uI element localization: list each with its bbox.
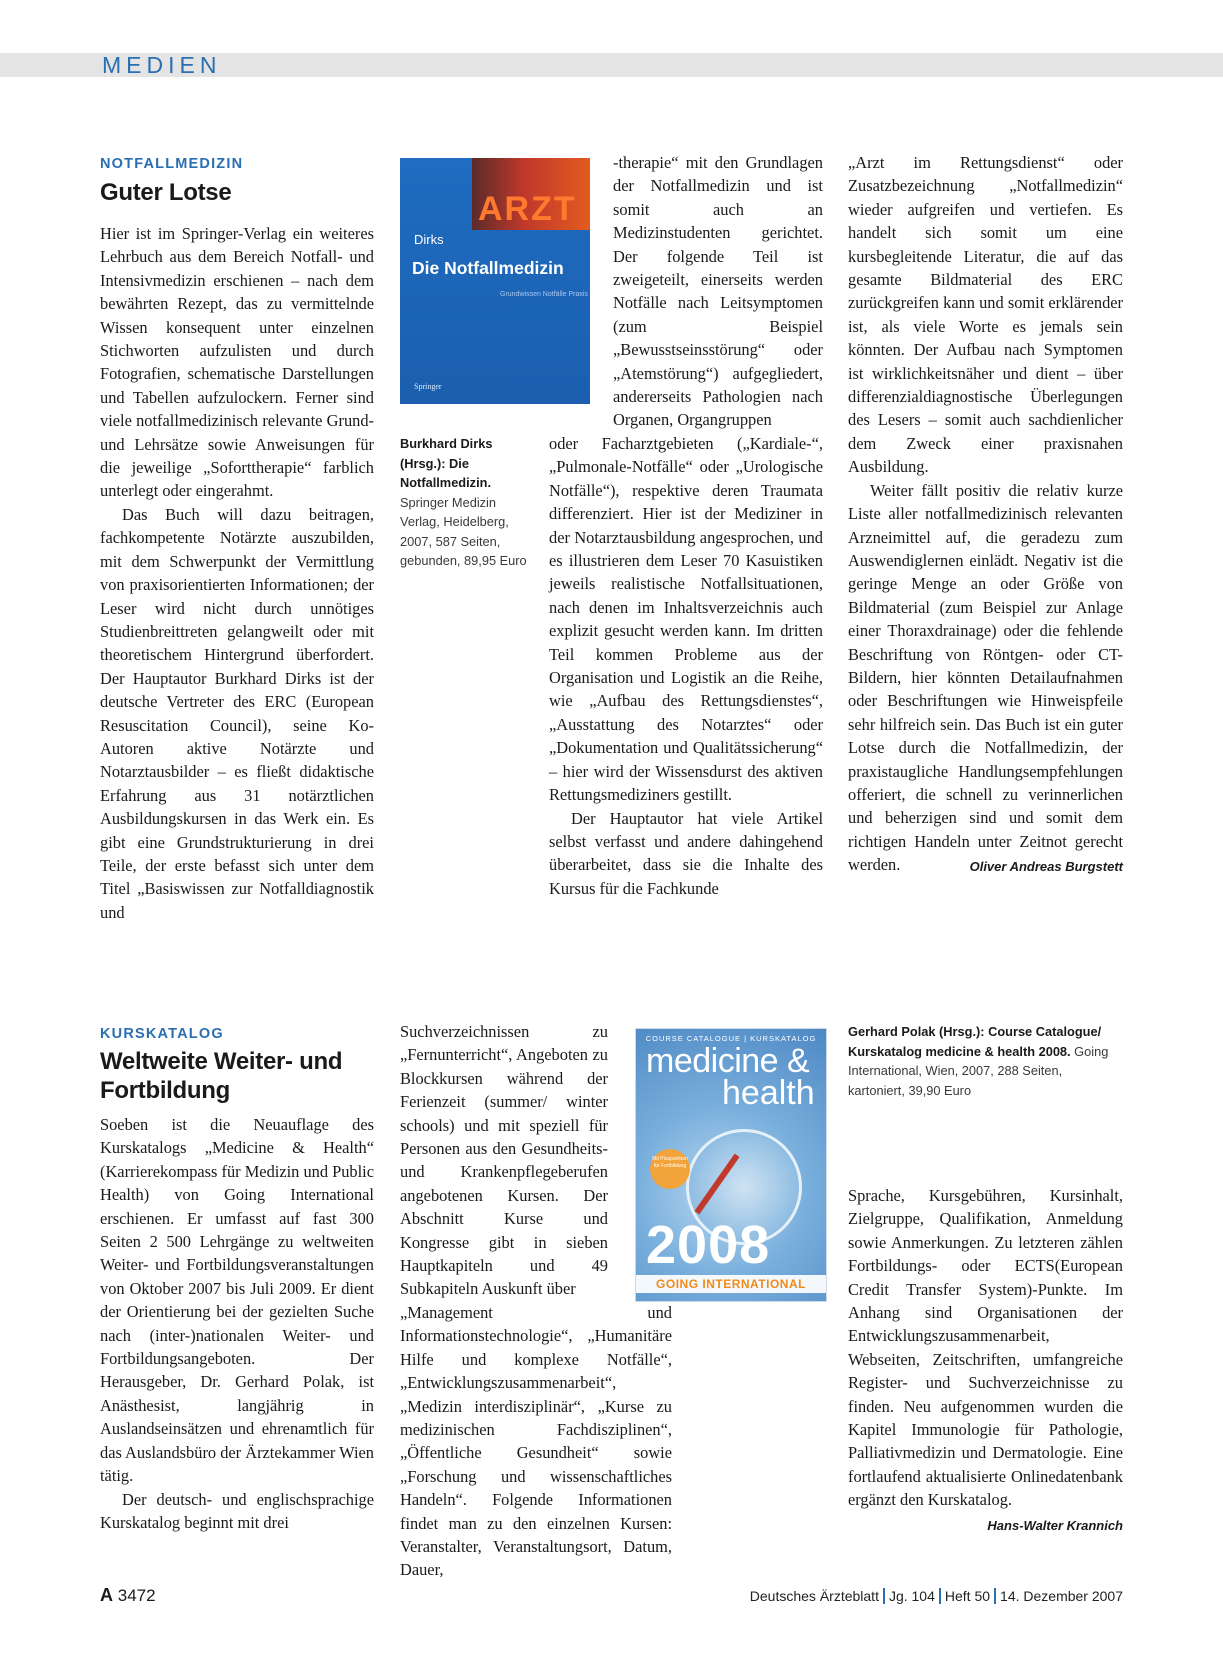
footer-separator (939, 1588, 941, 1604)
journal-volume: Jg. 104 (888, 1588, 935, 1604)
caption2-details: Going International, Wien, 2007, 288 Seiten, kartoniert, 39,90 Euro (848, 1043, 1109, 1098)
article1-kicker: NOTFALLMEDIZIN (100, 156, 244, 172)
book-cover-kurskatalog (635, 1028, 827, 1302)
article2-paragraph-1: Soeben ist die Neuauflage des Kurskatalogs „Medicine & Health“ (Karrierekompass für Medizin und Public Health) von Going International erschienen. Er umfasst auf fast 300 Seiten 2 500 Lehrgänge zu weltweiten Weiter- und Fortbildungsveranstaltungen von Oktober 2007 bis Juli 2009. Er dient der Orientierung bei der gezielten Suche nach (inter-)nationalen Weiter- und Fortbildungsangeboten. Der Herausgeber, Dr. Gerhard Polak, ist Anästhesist, langjährig in Auslandseinsätzen und ehrenamtlich für das Auslandsbüro der Ärztekammer Wien tätig. (100, 1115, 375, 1486)
article1-paragraph-1: Hier ist im Springer-Verlag ein weiteres Lehrbuch aus dem Bereich Notfall- und Intensivmedizin erschienen – nach dem bewährten Rezept, das zu vermittelnde Wissen konsequent unter einzelnen Stichworten aufzulisten und durch Fotografien, schematische Darstellungen und Tabellen aufzulockern. Ferner sind viele notfallmedizinisch relevante Grund- und Lehrsätze sowie Anweisungen für die jeweilige „Soforttherapie“ farblich unterlegt oder eingerahmt. (100, 224, 374, 501)
article2-paragraph-5 (848, 1184, 1123, 1533)
journal-issue: Heft 50 (944, 1588, 991, 1604)
article2-column-1 (100, 1113, 374, 1534)
cover2-topline: COURSE CATALOGUE | KURSKATALOG (645, 1034, 817, 1043)
article2-headline: Weltweite Weiter- und Fortbildung (100, 1048, 343, 1104)
cover2-year: 2008 (646, 1215, 771, 1275)
cover-author: Dirks (414, 232, 444, 247)
article1-column-1 (100, 222, 374, 924)
journal-name: Deutsches Ärzteblatt (749, 1588, 879, 1604)
article1-paragraph-6: „Arzt im Rettungsdienst“ oder Zusatzbezeichnung „Notfallmedizin“ wieder aufgreifen und vertiefen. Es handelt sich somit um eine kursbegleitende Literatur, die auf das gesamte Bildmaterial des ERC zurückgreifen kann und somit erklärender ist, als viele Worte es jemals sein könnten. Der Aufbau nach Symptomen ist wirklichkeitsnäher und dient – über differenzialdiagnostische Überlegungen des Lesers – somit auch sachdienlicher dem Zweck einer praxisnahen Ausbildung. (848, 153, 1123, 477)
page-prefix: A (100, 1585, 113, 1605)
article2-column-2 (400, 1020, 608, 1301)
article1-paragraph-3: -therapie“ mit den Grundlagen der Notfallmedizin und ist somit auch an Medizinstudenten gerichtet. Der folgende Teil ist zweigeteilt, einerseits werden Notfälle nach Leitsymptomen (zum Beispiel „Bewusstseinsstörung“ oder „Atemstörung“) aufgegliedert, andererseits Pathologien nach Organen, Organgruppen (613, 153, 823, 430)
article1-column-3a (613, 151, 823, 432)
section-label: MEDIEN (102, 52, 222, 78)
cover2-title-1: medicine & (646, 1042, 810, 1080)
article2-paragraph-3: Suchverzeichnissen zu „Fernunterricht“, Angeboten zu Blockkursen während der Ferienzeit (summer/ winter schools) und mit speziell für Personen aus den Gesundheits- und Krankenpflegeberufen angebotenen Kursen. Der Abschnitt Kurse und Kongresse gibt in sieben Hauptkapiteln und 49 Subkapiteln Auskunft über (400, 1022, 608, 1299)
article1-paragraph-7-text: Weiter fällt positiv die relativ kurze Liste aller notfallmedizinisch relevanten Arzneimittel auf, die geradezu zum Auswendiglernen einlädt. Negativ ist die geringe Menge an oder Größe von Bildmaterial (zum Beispiel zur Anlage einer Thoraxdrainage) oder die fehlende Beschriftung von Röntgen- oder CT-Bildern, hier könnten Detailaufnahmen oder Beschriftungen wie Hinweispfeile sehr hilfreich sein. Das Buch ist ein guter Lotse durch die Notfallmedizin, der praxistaugliche Handlungsempfehlungen offeriert, die schnell zu verinnerlichen und beherzigen sind und somit dem richtigen Handeln unter Zeitnot gerecht werden. (848, 480, 1123, 875)
caption-title: Burkhard Dirks (Hrsg.): Die Notfallmedizin. (400, 436, 493, 490)
caption-details: Springer Medizin Verlag, Heidelberg, 2007, 587 Seiten, gebunden, 89,95 Euro (400, 494, 527, 568)
cover-word: ARZT (478, 190, 577, 228)
journal-info (750, 1588, 1123, 1604)
article1-column-4 (848, 151, 1123, 879)
book-cover-notfallmedizin (400, 158, 590, 404)
footer-separator (883, 1588, 885, 1604)
article1-caption (400, 434, 528, 571)
cover-subtitle: Grundwissen Notfälle Praxis (500, 291, 588, 298)
article1-paragraph-4: oder Facharztgebieten („Kardiale-“, „Pulmonale-Notfälle“ oder „Urologische Notfälle“), respektive deren Traumata differenziert. Hier ist der Mediziner in der Notarztausbildung angesprochen, und es illustrieren dem Leser 70 Kasuistiken jeweils realistische Notfallsituationen, nach denen im Inhaltsverzeichnis auch explizit gesucht werden kann. Im dritten Teil kommen Probleme aus der Organisation und Logistik an die Reihe, wie „Aufbau des Rettungsdienstes“, „Ausstattung des Notarztes“ oder „Dokumentation und Qualitätssicherung“ – hier wird der Wissensdurst des aktiven Rettungsmediziners gestillt. (549, 434, 823, 805)
cover-title: Die Notfallmedizin (412, 258, 564, 278)
cover2-badge: Mit Pluspunkten für Fortbildung (650, 1149, 690, 1189)
article2-paragraph-2: Der deutsch- und englischsprachige Kurskatalog beginnt mit drei (100, 1489, 374, 1532)
page-number (100, 1585, 156, 1606)
cover-publisher: Springer (414, 382, 442, 391)
journal-date: 14. Dezember 2007 (1000, 1588, 1123, 1604)
article2-author: Hans-Walter Krannich (987, 1517, 1123, 1533)
article2-caption (848, 1022, 1118, 1100)
article1-headline: Guter Lotse (100, 179, 232, 206)
article2-paragraph-5-text: Sprache, Kursgebühren, Kursinhalt, Zielgruppe, Qualifikation, Anmeldung sowie Anmerkungen. Zu letzteren zählen Fortbildungs- oder ECTS(European Credit Transfer System)-Punkte. Im Anhang sind Organisationen der Entwicklungszusammenarbeit, Webseiten, Zeitschriften, umfangreiche Register- und Suchverzeichnisse zu finden. Neu aufgenommen wurden die Kapitel Immunologie für Pathologie, Palliativmedizin und Dermatologie. Eine fortlaufend aktualisierte Onlinedatenbank ergänzt den Kurskatalog. (848, 1186, 1123, 1510)
page-number-value: 3472 (117, 1586, 156, 1605)
article2-column-4 (848, 1184, 1123, 1537)
article1-paragraph-2: Das Buch will dazu beitragen, fachkompetente Notärzte auszubilden, mit dem Schwerpunkt der Vermittlung von praxisorientierten Informationen; der Leser wird nicht durch unnötiges Studienbreittreten gelangweilt oder mit theoretischem Hintergrund überfordert. Der Hauptautor Burkhard Dirks ist der deutsche Vertreter des ERC (European Resuscitation Council), seine Ko-Autoren aktive Notärzte und Notarztausbilder – es fließt didaktische Erfahrung aus 31 notärztlichen Ausbildungskursen in das Werk ein. Es gibt eine Grundstrukturierung in drei Teile, der erste befasst sich unter dem Titel „Basiswissen zur Notfalldiagnostik und (100, 504, 374, 922)
article1-author: Oliver Andreas Burgstett (969, 859, 1123, 875)
cover2-title-2: health (722, 1074, 815, 1112)
article2-column-2b (400, 1301, 672, 1582)
footer-separator (994, 1588, 996, 1604)
article1-paragraph-7 (848, 479, 1123, 877)
cover2-brand: GOING INTERNATIONAL (636, 1275, 826, 1293)
article2-kicker: KURSKATALOG (100, 1026, 224, 1042)
article1-paragraph-5: Der Hauptautor hat viele Artikel selbst verfasst und andere dahingehend überarbeitet, dass sie die Inhalte des Kursus für die Fachkunde (549, 808, 823, 898)
article1-column-3b (549, 432, 823, 900)
article2-paragraph-4: „Management und Informationstechnologie“, „Humanitäre Hilfe und komplexe Notfälle“, „Entwicklungszusammenarbeit“, „Medizin interdisziplinär“, „Kurse zu medizinischen Fachdisziplinen“, „Öffentliche Gesundheit“ sowie „Forschung und wissenschaftliches Handeln“. Folgende Informationen findet man zu den einzelnen Kursen: Veranstalter, Veranstaltungsort, Datum, Dauer, (400, 1303, 672, 1580)
caption2-title: Gerhard Polak (Hrsg.): Course Catalogue/ Kurskatalog medicine & health 2008. (848, 1024, 1102, 1059)
